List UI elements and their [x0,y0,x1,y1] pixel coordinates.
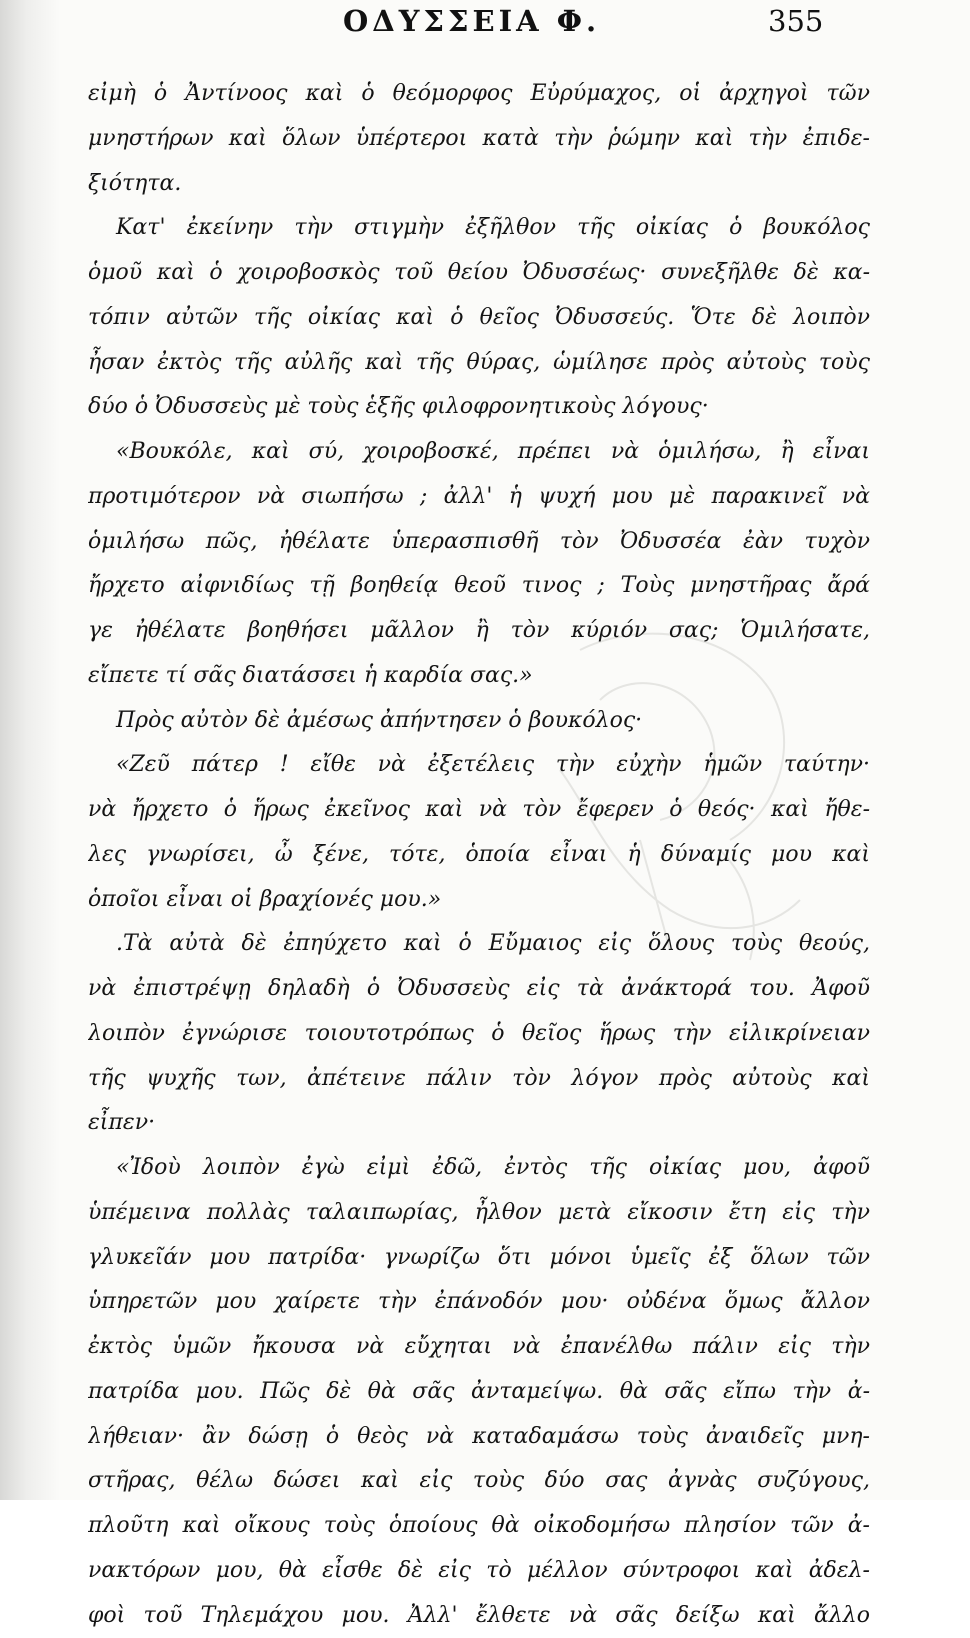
text-line: «Ἰδοὺ λοιπὸν ἐγὼ εἰμὶ ἐδῶ, ἐντὸς τῆς οἰκίας μου, ἀφοῦ [88,1146,870,1191]
text-line: μνηστήρων καὶ ὅλων ὑπέρτεροι κατὰ τὴν ῥώμην καὶ τὴν ἐπιδε- [88,117,870,162]
text-line: λοιπὸν ἐγνώρισε τοιουτοτρόπως ὁ θεῖος ἥρως τὴν εἰλικρίνειαν [88,1012,870,1057]
text-line: εἶπεν· [88,1101,870,1146]
text-line: εἰμὴ ὁ Ἀντίνοος καὶ ὁ θεόμορφος Εὐρύμαχος, οἱ ἀρχηγοὶ τῶν [88,72,870,117]
text-line: «Βουκόλε, καὶ σύ, χοιροβοσκέ, πρέπει νὰ ὁμιλήσω, ἢ εἶναι [88,430,870,475]
text-line: φοὶ τοῦ Τηλεμάχου μου. Ἀλλ' ἔλθετε νὰ σᾶς δείξω καὶ ἄλλο [88,1594,870,1638]
text-line: ὑπέμεινα πολλὰς ταλαιπωρίας, ἦλθον μετὰ εἴκοσιν ἔτη εἰς τὴν [88,1191,870,1236]
text-line: γε ἠθέλατε βοηθήσει μᾶλλον ἢ τὸν κύριόν σας; Ὁμιλήσατε, [88,609,870,654]
text-line: δύο ὁ Ὀδυσσεὺς μὲ τοὺς ἑξῆς φιλοφρονητικοὺς λόγους· [88,385,870,430]
text-line: πατρίδα μου. Πῶς δὲ θὰ σᾶς ἀνταμείψω. θὰ σᾶς εἴπω τὴν ἀ- [88,1370,870,1415]
text-line: πλοῦτη καὶ οἴκους τοὺς ὁποίους θὰ οἰκοδομήσω πλησίον τῶν ἀ- [88,1504,870,1549]
text-line: .Τὰ αὐτὰ δὲ ἐπηύχετο καὶ ὁ Εὔμαιος εἰς ὅλους τοὺς θεούς, [88,922,870,967]
text-line: ἦσαν ἐκτὸς τῆς αὐλῆς καὶ τῆς θύρας, ὡμίλησε πρὸς αὐτοὺς τοὺς [88,341,870,386]
text-line: νὰ ἐπιστρέψῃ δηλαδὴ ὁ Ὀδυσσεὺς εἰς τὰ ἀνάκτορά του. Ἀφοῦ [88,967,870,1012]
text-line: νακτόρων μου, θὰ εἶσθε δὲ εἰς τὸ μέλλον σύντροφοι καὶ ἀδελ- [88,1549,870,1594]
text-line: ὁμοῦ καὶ ὁ χοιροβοσκὸς τοῦ θείου Ὀδυσσέως· συνεξῆλθε δὲ κα- [88,251,870,296]
text-line: ἐκτὸς ὑμῶν ἤκουσα νὰ εὔχηται νὰ ἐπανέλθω πάλιν εἰς τὴν [88,1325,870,1370]
text-line: προτιμότερον νὰ σιωπήσω ; ἀλλ' ἡ ψυχή μου μὲ παρακινεῖ νὰ [88,475,870,520]
text-line: γλυκεῖάν μου πατρίδα· γνωρίζω ὅτι μόνοι ὑμεῖς ἐξ ὅλων τῶν [88,1236,870,1281]
text-line: ὑπηρετῶν μου χαίρετε τὴν ἐπάνοδόν μου· οὐδένα ὅμως ἄλλον [88,1280,870,1325]
text-line: τῆς ψυχῆς των, ἀπέτεινε πάλιν τὸν λόγον πρὸς αὐτοὺς καὶ [88,1057,870,1102]
book-title: ΟΔΥΣΣΕΙΑ Φ. [343,4,600,38]
text-line: «Ζεῦ πάτερ ! εἴθε νὰ ἐξετέλεις τὴν εὐχὴν ἡμῶν ταύτην· [88,743,870,788]
text-line: ὁμιλήσω πῶς, ἠθέλατε ὑπερασπισθῆ τὸν Ὀδυσσέα ἐὰν τυχὸν [88,520,870,565]
text-line: νὰ ἤρχετο ὁ ἥρως ἐκεῖνος καὶ νὰ τὸν ἔφερεν ὁ θεός· καὶ ἤθε- [88,788,870,833]
page-number: 355 [768,4,823,38]
text-line: ξιότητα. [88,162,870,207]
body-text [88,72,870,1638]
text-line: στῆρας, θέλω δώσει καὶ εἰς τοὺς δύο σας ἀγνὰς συζύγους, [88,1459,870,1504]
text-line: ἤρχετο αἰφνιδίως τῇ βοηθείᾳ θεοῦ τινος ; Τοὺς μνηστῆρας ἄρά [88,564,870,609]
text-line: εἴπετε τί σᾶς διατάσσει ἡ καρδία σας.» [88,654,870,699]
text-line: Πρὸς αὐτὸν δὲ ἀμέσως ἀπήντησεν ὁ βουκόλος· [88,699,870,744]
text-line: τόπιν αὐτῶν τῆς οἰκίας καὶ ὁ θεῖος Ὀδυσσεύς. Ὅτε δὲ λοιπὸν [88,296,870,341]
running-header [0,4,970,48]
binding-gutter-shadow [0,0,60,1500]
text-line: λήθειαν· ἂν δώσῃ ὁ θεὸς νὰ καταδαμάσω τοὺς ἀναιδεῖς μνη- [88,1415,870,1460]
text-line: λες γνωρίσει, ὦ ξένε, τότε, ὁποία εἶναι ἡ δύναμίς μου καὶ [88,833,870,878]
text-line: ὁποῖοι εἶναι οἱ βραχίονές μου.» [88,878,870,923]
text-line: Κατ' ἐκείνην τὴν στιγμὴν ἐξῆλθον τῆς οἰκίας ὁ βουκόλος [88,206,870,251]
